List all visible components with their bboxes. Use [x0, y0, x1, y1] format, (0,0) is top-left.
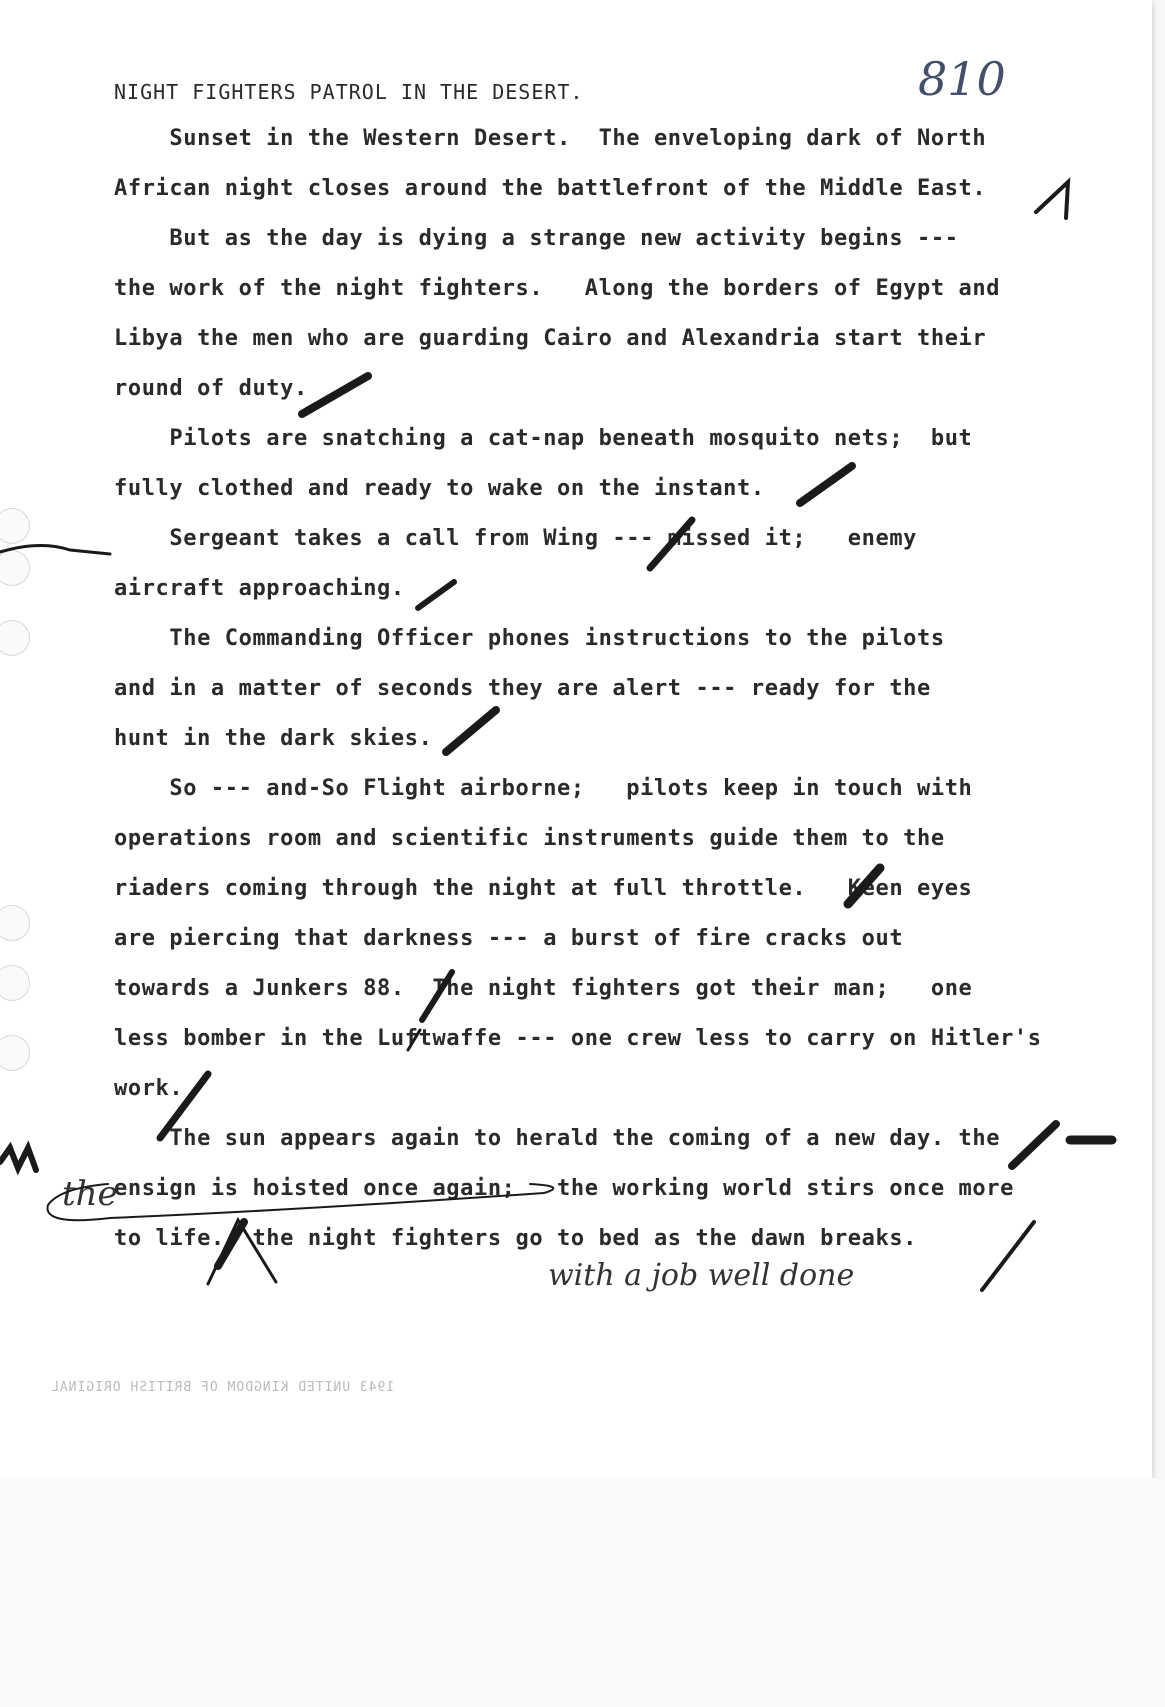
body-line: less bomber in the Luftwaffe --- one crew less to carry on Hitler's [114, 1026, 1042, 1051]
bleed-through-text: 1943 UNITED KINGDOM OF BRITISH ORIGINAL [50, 1380, 395, 1395]
strike-mark [422, 972, 452, 1020]
body-line: are piercing that darkness --- a burst of fire cracks out [114, 926, 904, 951]
strike-mark [218, 1222, 244, 1266]
body-line: ensign is hoisted once again; the working world stirs once more [114, 1176, 1014, 1201]
body-line: operations room and scientific instruments guide them to the [114, 826, 945, 851]
strike-mark [982, 1222, 1034, 1290]
strike-mark [1012, 1124, 1056, 1166]
strike-mark [446, 710, 496, 752]
strike-mark [848, 868, 880, 904]
body-line: round of duty. [114, 376, 308, 401]
body-line: The sun appears again to herald the coming of a new day. the [114, 1126, 1001, 1151]
strike-mark [0, 545, 110, 554]
handwritten-insert: the [62, 1174, 118, 1214]
body-line: hunt in the dark skies. [114, 726, 433, 751]
document-title: NIGHT FIGHTERS PATROL IN THE DESERT. [114, 80, 584, 104]
strike-mark [408, 1030, 420, 1050]
strike-mark [650, 520, 692, 568]
body-line: African night closes around the battlefront of the Middle East. [114, 176, 987, 201]
body-line: towards a Junkers 88. The night fighters got their man; one [114, 976, 973, 1001]
body-line: Sergeant takes a call from Wing --- missed it; enemy [114, 526, 918, 551]
strike-mark [160, 1074, 208, 1138]
body-line: riaders coming through the night at full throttle. Keen eyes [114, 876, 973, 901]
body-line: The Commanding Officer phones instructions to the pilots [114, 626, 945, 651]
handwritten-addition: with a job well done [548, 1258, 855, 1293]
body-line: Libya the men who are guarding Cairo and Alexandria start their [114, 326, 987, 351]
strike-mark [1036, 182, 1068, 218]
body-line: Sunset in the Western Desert. The enveloping dark of North [114, 126, 987, 151]
strike-mark [418, 582, 454, 608]
body-line: and in a matter of seconds they are alert --- ready for the [114, 676, 931, 701]
body-line: Pilots are snatching a cat-nap beneath mosquito nets; but [114, 426, 973, 451]
body-line: fully clothed and ready to wake on the instant. [114, 476, 765, 501]
margin-mark [0, 1148, 36, 1170]
loop-mark [48, 1184, 554, 1220]
strike-mark [800, 466, 852, 503]
strike-mark [302, 376, 368, 414]
body-line: So --- and-So Flight airborne; pilots keep in touch with [114, 776, 973, 801]
body-line: aircraft approaching. [114, 576, 405, 601]
body-line: the work of the night fighters. Along the borders of Egypt and [114, 276, 1001, 301]
body-line: to life. the night fighters go to bed as the dawn breaks. [114, 1226, 918, 1251]
folio-number: 810 [918, 52, 1006, 106]
body-line: work. [114, 1076, 184, 1101]
body-line: But as the day is dying a strange new activity begins --- [114, 226, 959, 251]
